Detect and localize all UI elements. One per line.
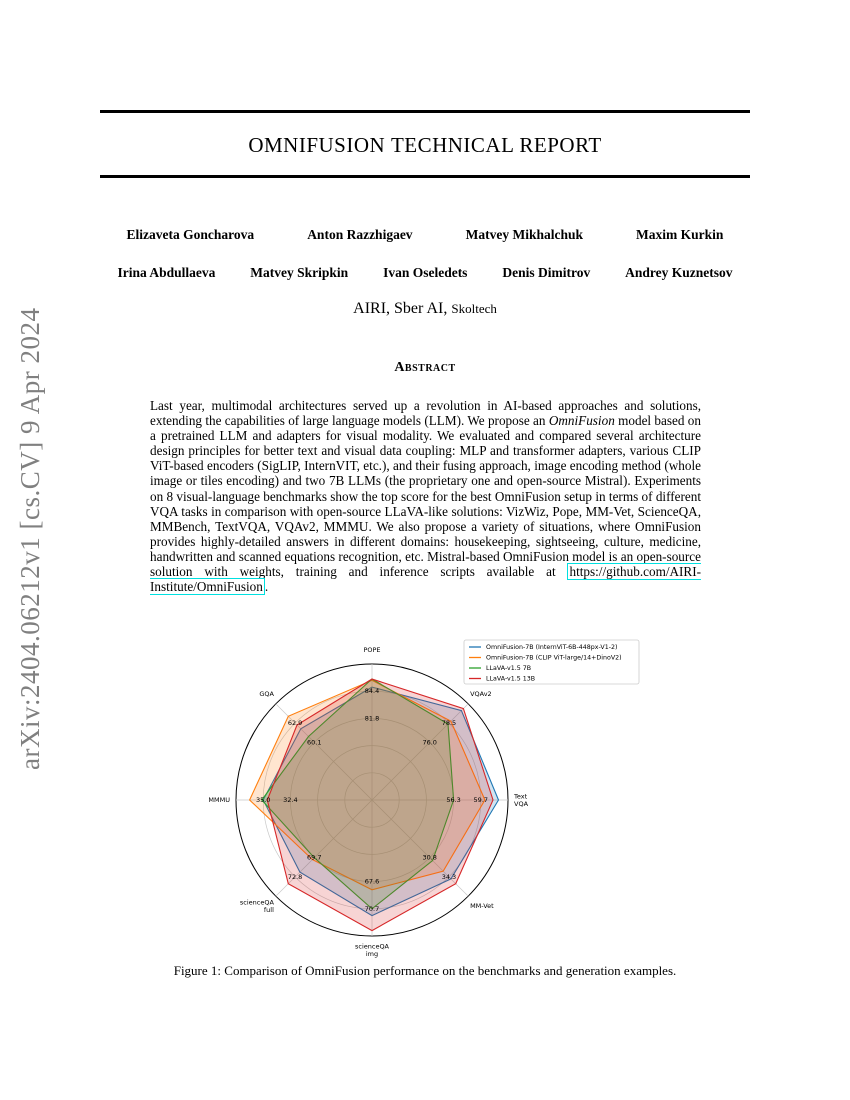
axis-label <box>355 943 390 959</box>
axis-tick-label: 30.8 <box>422 853 437 862</box>
axis-label-line: VQA <box>514 800 529 808</box>
axis-label-line: VQAv2 <box>470 689 492 698</box>
axis-label-line: scienceQA <box>239 898 274 907</box>
axis-tick-label: 62.9 <box>287 719 303 728</box>
axis-tick-label: 60.1 <box>307 738 322 747</box>
legend-entry: LLaVA-v1.5 13B <box>486 675 536 683</box>
axis-tick-label: 78.5 <box>441 719 457 728</box>
author: Elizaveta Goncharova <box>126 227 255 242</box>
author: Matvey Skripkin <box>250 265 349 280</box>
axis-tick-label: 59.7 <box>473 796 489 804</box>
author: Anton Razzhigaev <box>307 227 413 242</box>
paper-title: OMNIFUSION TECHNICAL REPORT <box>248 133 602 157</box>
abstract-heading: Abstract <box>394 360 456 375</box>
legend-entry: OmniFusion-7B (CLIP ViT-large/14+DinoV2) <box>486 654 622 662</box>
axis-tick-label: 72.8 <box>287 872 303 881</box>
axis-tick-label: 84.4 <box>364 687 380 696</box>
axis-label <box>470 690 492 698</box>
axis-label-line: scienceQA <box>354 942 390 951</box>
affiliation: AIRI, Sber AI, Skoltech <box>353 300 497 317</box>
author: Maxim Kurkin <box>636 227 724 242</box>
author: Irina Abdullaeva <box>117 265 216 280</box>
author: Matvey Mikhalchuk <box>465 227 583 242</box>
axis-label <box>208 796 230 804</box>
axis-label-line: full <box>263 906 274 915</box>
axis-label <box>363 646 380 654</box>
author: Denis Dimitrov <box>502 265 591 280</box>
axis-tick-label: 76.0 <box>422 738 437 747</box>
axis-label-line: POPE <box>363 646 381 654</box>
axis-label <box>470 902 494 910</box>
axis-tick-label: 67.6 <box>364 877 380 886</box>
axis-label <box>513 793 529 809</box>
author: Andrey Kuznetsov <box>625 265 733 280</box>
axis-label-line: img <box>365 950 379 958</box>
arxiv-stamp: arXiv:2404.06212v1 [cs.CV] 9 Apr 2024 <box>15 307 45 770</box>
axis-tick-label: 56.3 <box>446 796 461 804</box>
axis-tick-label: 81.8 <box>364 714 380 723</box>
axis-tick-label: 35.0 <box>255 796 271 804</box>
axis-tick-label: 34.3 <box>441 872 457 881</box>
axis-label-line: MMMU <box>208 796 230 804</box>
model-name: OmniFusion <box>548 413 615 429</box>
axis-tick-label: 69.7 <box>307 853 322 862</box>
axis-label <box>259 690 274 698</box>
author: Ivan Oseledets <box>383 265 468 280</box>
axis-tick-label: 70.7 <box>364 904 380 913</box>
github-link[interactable]: https://github.com/AIRI-Institute/OmniFusion <box>150 564 701 595</box>
axis-label-line: Text <box>514 792 528 801</box>
abstract-text: Last year, multimodal architectures served up a revolution in AI-based approaches and solutions, extending the capabilities of large language models (LLM). We propose an OmniFusion model based on a pretrained LLM and adapters for visual modality. We evaluated and compared several architecture design principles for better text and visual data coupling: MLP and transformer adapters, various CLIP ViT-based encoders (SigLIP, InternVIT, etc.), and their fusing approach, image encoding method (whole image or tiles encoding) and two 7B LLMs (the proprietary one and open-source Mistral). Experiments on 8 visual-language benchmarks show the top score for the best OmniFusion setup in terms of different VQA tasks in comparison with open-source LLaVA-like solutions: VizWiz, Pope, MM-Vet, ScienceQA, MMBench, TextVQA, VQAv2, MMMU. We also propose a variety of situations, where OmniFusion provides highly-detailed answers in different domains: housekeeping, sightseeing, culture, medicine, handwritten and scanned equations recognition, etc. Mistral-based OmniFusion model is an open-source solution with weights, training and inference scripts available at https://github.com/AIRI-Institute/OmniFusion . <box>150 398 701 595</box>
legend-entry: LLaVA-v1.5 7B <box>486 665 532 673</box>
axis-label-line: GQA <box>259 689 274 698</box>
axis-tick-label: 32.4 <box>283 796 298 804</box>
axis-label <box>240 899 275 915</box>
axis-label-line: MM-Vet <box>470 902 494 911</box>
legend-entry: OmniFusion-7B (InternViT-6B-448px-V1-2) <box>486 644 618 652</box>
figure-caption: Figure 1: Comparison of OmniFusion performance on the benchmarks and generation examples. <box>173 963 677 978</box>
